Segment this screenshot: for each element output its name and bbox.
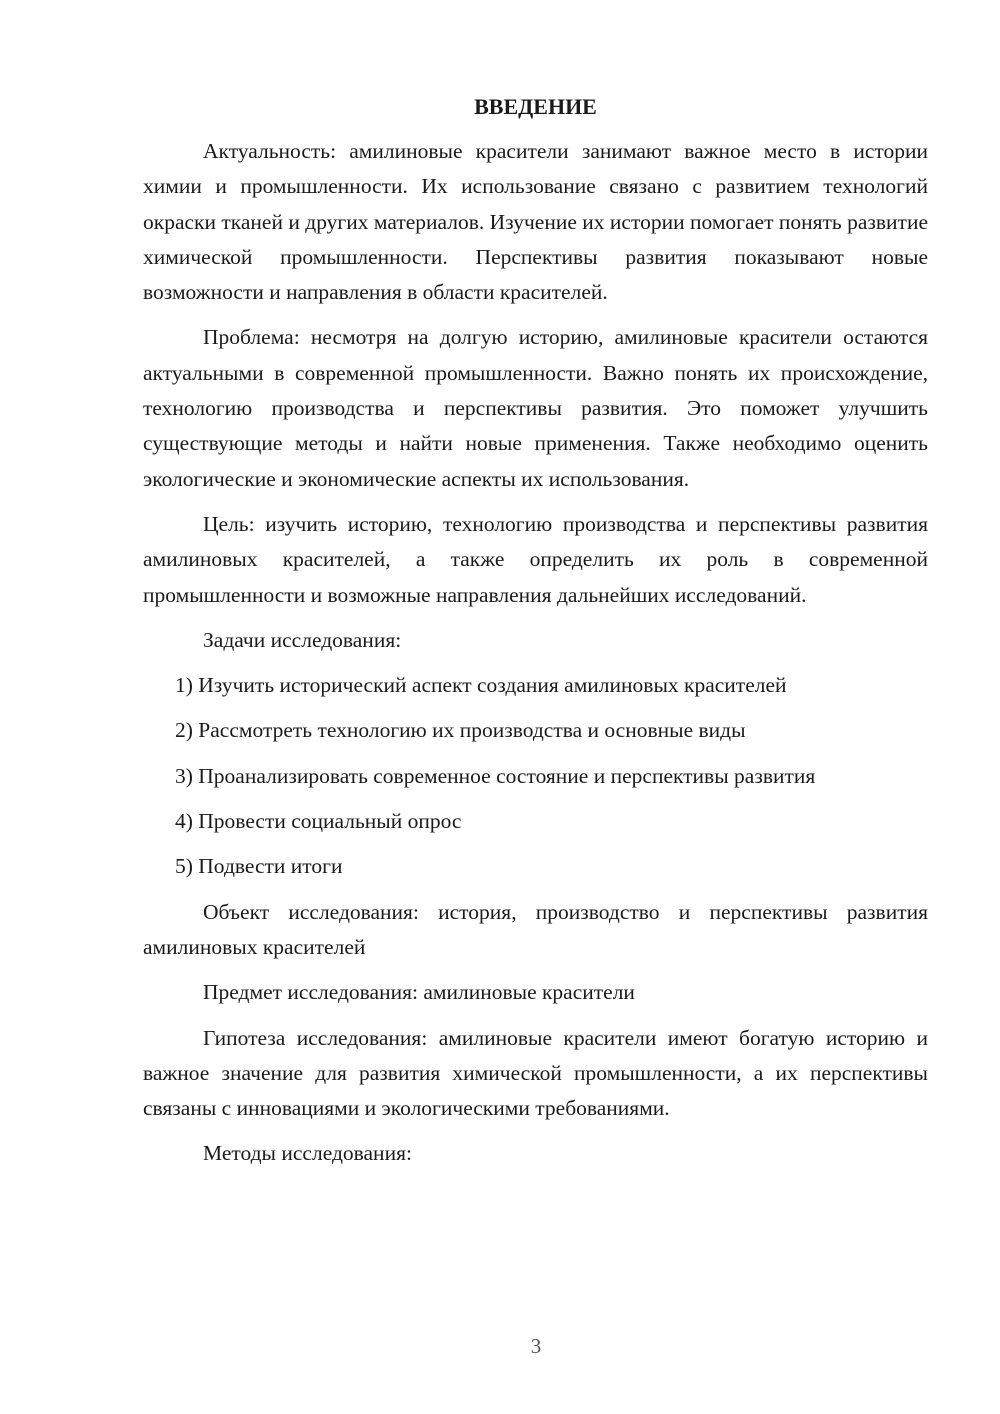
document-page [143,92,928,1182]
task-item: 4) Провести социальный опрос [175,809,462,834]
problem-paragraph: Проблема: несмотря на долгую историю, амилиновые красители остаются актуальными в современной промышленности. Важно понять их происхождение, технологию производства и перспективы развития. Это поможет улучшить существующие методы и найти новые применения. Также необходимо оценить экологические и экономические аспекты их использования. [143,325,928,491]
task-item: 5) Подвести итоги [175,854,343,879]
task-item: 1) Изучить исторический аспект создания амилиновых красителей [175,673,787,698]
hypothesis-paragraph: Гипотеза исследования: амилиновые красители имеют богатую историю и важное значение для развития химической промышленности, а их перспективы связаны с инновациями и экологическими требованиями. [143,1025,928,1121]
goal-paragraph: Цель: изучить историю, технологию производства и перспективы развития амилиновых красителей, а также определить их роль в современной промышленности и возможные направления дальнейших исследований. [143,511,928,607]
section-title: ВВЕДЕНИЕ [474,94,597,119]
methods-heading: Методы исследования: [203,1141,412,1166]
object-paragraph: Объект исследования: история, производство и перспективы развития амилиновых красителей [143,899,928,959]
task-item: 3) Проанализировать современное состояние и перспективы развития [175,763,816,788]
relevance-paragraph: Актуальность: амилиновые красители занимают важное место в истории химии и промышленности. Их использование связано с развитием технологий окраски тканей и других материалов. Изучение их истории помогает понять развитие химической промышленности. Перспективы развития показывают новые возможности и направления в области красителей. [143,139,928,305]
task-item: 2) Рассмотреть технологию их производства и основные виды [175,718,746,743]
tasks-list [143,668,928,884]
subject-paragraph: Предмет исследования: амилиновые красители [203,980,635,1005]
tasks-heading: Задачи исследования: [203,627,402,652]
page-number: 3 [530,1334,542,1358]
